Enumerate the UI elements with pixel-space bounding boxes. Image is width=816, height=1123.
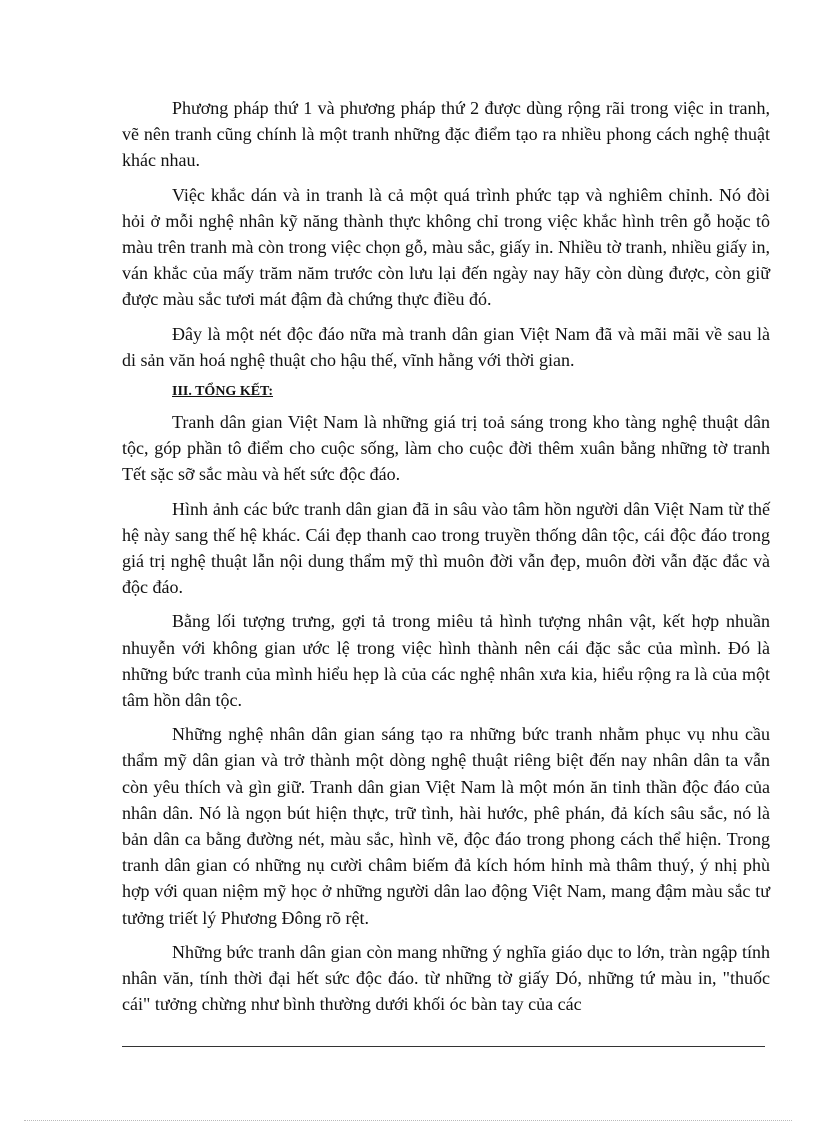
paragraph-3: Đây là một nét độc đáo nữa mà tranh dân gian Việt Nam đã và mãi mãi về sau là di sản văn hoá nghệ thuật cho hậu thế, vĩnh hằng với thời gian. bbox=[122, 323, 770, 370]
paragraph-7: Những nghệ nhân dân gian sáng tạo ra những bức tranh nhằm phục vụ nhu cầu thẩm mỹ dân gian và trở thành một dòng nghệ thuật riêng biệt đến nay nhân dân ta vẫn còn yêu thích và gìn giữ. Tranh dân gian Việt Nam là một món ăn tinh thần độc đáo của nhân dân. Nó là ngọn bút hiện thực, trữ tình, hài hước, phê phán, đả kích sâu sắc, nó là bản dân ca bằng đường nét, màu sắc, hình vẽ, độc đáo trong phong cách thể hiện. Trong tranh dân gian có những nụ cười châm biếm đả kích hóm hỉnh mà thâm thuý, ý nhị phù hợp với quan niệm mỹ học ở những người dân lao động Việt Nam, mang đậm màu sắc tư tưởng triết lý Phương Đông rõ rệt. bbox=[122, 724, 770, 928]
paragraph-6: Bằng lối tượng trưng, gợi tả trong miêu tả hình tượng nhân vật, kết hợp nhuần nhuyễn với không gian ước lệ trong việc hình thành nên cái đặc sắc của mình. Đó là những bức tranh của mình hiểu hẹp là của các nghệ nhân xưa kia, hiểu rộng ra là của một tâm hồn dân tộc. bbox=[122, 611, 770, 711]
paragraph-2: Việc khắc dán và in tranh là cả một quá trình phức tạp và nghiêm chỉnh. Nó đòi hỏi ở mỗi nghệ nhân kỹ năng thành thực không chỉ trong việc khắc hình trên gỗ hoặc tô màu trên tranh mà còn trong việc chọn gỗ, màu sắc, giấy in. Nhiều tờ tranh, nhiều giấy in, ván khắc của mấy trăm năm trước còn lưu lại đến ngày nay hãy còn dùng được, còn giữ được màu sắc tươi mát đậm đà chứng thực điều đó. bbox=[122, 184, 770, 310]
paragraph-4: Tranh dân gian Việt Nam là những giá trị toả sáng trong kho tàng nghệ thuật dân tộc, góp phần tô điểm cho cuộc sống, làm cho cuộc đời thêm xuân bằng những tờ tranh Tết sặc sỡ sắc màu và hết sức độc đáo. bbox=[122, 412, 770, 485]
page-edge-dotted-line bbox=[24, 1120, 792, 1121]
section-heading: III. TỔNG KẾT: bbox=[172, 384, 274, 400]
footer-rule bbox=[122, 1046, 765, 1047]
paragraph-8: Những bức tranh dân gian còn mang những ý nghĩa giáo dục to lớn, tràn ngập tính nhân văn, tính thời đại hết sức độc đáo. từ những tờ giấy Dó, những tứ màu in, "thuốc cái" tưởng chừng như bình thường dưới khối óc bàn tay của các bbox=[122, 941, 770, 1015]
paragraph-1: Phương pháp thứ 1 và phương pháp thứ 2 được dùng rộng rãi trong việc in tranh, vẽ nên tranh cũng chính là một tranh những đặc điểm tạo ra nhiều phong cách nghệ thuật khác nhau. bbox=[122, 98, 770, 171]
paragraph-5: Hình ảnh các bức tranh dân gian đã in sâu vào tâm hồn người dân Việt Nam từ thế hệ này sang thế hệ khác. Cái đẹp thanh cao trong truyền thống dân tộc, cái độc đáo trong giá trị nghệ thuật lẫn nội dung thẩm mỹ thì muôn đời vẫn đẹp, muôn đời vẫn đặc đắc và độc đáo. bbox=[122, 498, 770, 598]
document-page bbox=[122, 95, 770, 1026]
